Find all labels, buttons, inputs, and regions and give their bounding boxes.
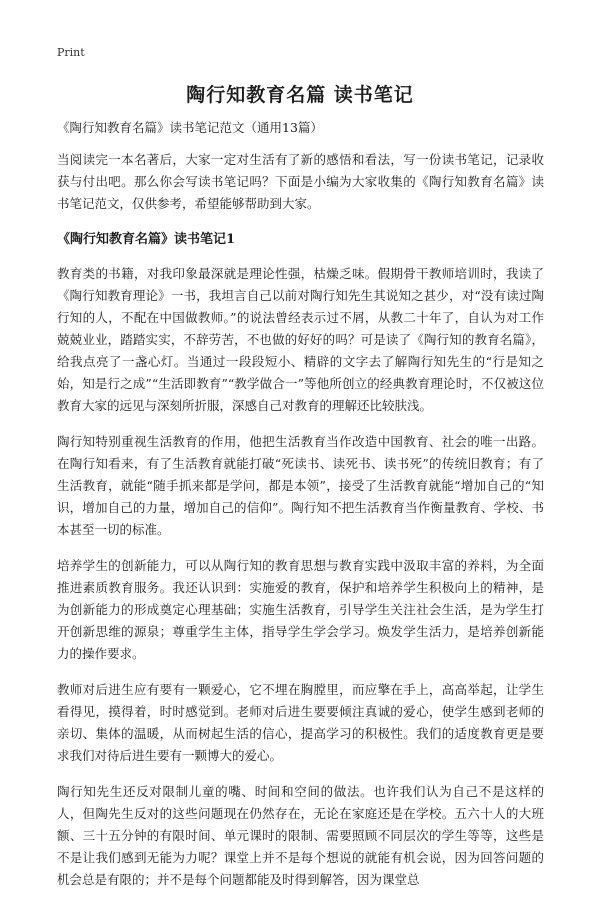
- page-title: 陶行知教育名篇 读书笔记: [186, 84, 414, 106]
- print-label: Print: [57, 46, 85, 59]
- body-paragraph: 教育类的书籍，对我印象最深就是理论性强，枯燥乏味。假期骨干教师培训时，我读了《陶行知教育理论》一书，我坦言自己以前对陶行知先生其说知之甚少，对“没有读过陶行知的人，不配在中国做教师。”的说法曾经表示过不屑，从教二十年了，自认为对工作兢兢业业，踏踏实实，不辞劳苦，不也做的好好的吗？可是读了《陶行知的教育名篇》，给我点亮了一盏心灯。当通过一段段短小、精辟的文字去了解陶行知先生的“行是知之始，知是行之成”“生活即教育”“教学做合一”等他所创立的经典教育理论时，不仅被这位教育大家的远见与深刻所折服，深感自己对教育的理解还比较肤浅。: [57, 266, 544, 413]
- body-paragraph: 教师对后进生应有要有一颗爱心，它不埋在胸膛里，而应擎在手上，高高举起，让学生看得见，摸得着，时时感觉到。老师对后进生要要倾注真诚的爱心，使学生感到老师的亲切、集体的温暖，从而树起生活的信心，提高学习的积极性。我们的适度教育更是要求我们对待后进生要有一颗博大的爱心。: [57, 682, 544, 763]
- body-paragraph: 陶行知特别重视生活教育的作用，他把生活教育当作改造中国教育、社会的唯一出路。在陶行知看来，有了生活教育就能打破“死读书、读死书、读书死”的传统旧教育；有了生活教育，就能“随手抓来都是学问，都是本领”，接受了生活教育就能“增加自己的“知识，增加自己的力量，增加自己的信仰”。陶行知不把生活教育当作衡量教育、学校、书本甚至一切的标准。: [57, 434, 544, 537]
- section-heading: 《陶行知教育名篇》读书笔记1: [57, 232, 236, 247]
- document-subtitle: 《陶行知教育名篇》读书笔记范文（通用13篇）: [57, 120, 323, 135]
- body-paragraph: 陶行知先生还反对限制儿童的嘴、时间和空间的做法。也许我们认为自己不是这样的人，但陶先生反对的这些问题现在仍然存在，无论在家庭还是在学校。五六十人的大班额、三十五分钟的有限时间、单元课时的限制、需要照顾不同层次的学生等等，这些是不是让我们感到无能为力呢？课堂上并不是每个想说的就能有机会说，因为回答问题的机会总是有限的；并不是每个问题都能及时得到解答，因为课堂总: [57, 784, 544, 887]
- document-body: [57, 117, 544, 905]
- body-paragraph: 培养学生的创新能力，可以从陶行知的教育思想与教育实践中汲取丰富的养料，为全面推进素质教育服务。我还认识到：实施爱的教育，保护和培养学生积极向上的精神，是为创新能力的形成奠定心理基础；实施生活教育，引导学生关注社会生活，是为学生打开创新思维的源泉；尊重学生主体，指导学生学会学习。焕发学生活力，是培养创新能力的操作要求。: [57, 558, 544, 661]
- intro-paragraph: 当阅读完一本名著后，大家一定对生活有了新的感悟和看法，写一份读书笔记，记录收获与付出吧。那么你会写读书笔记吗？下面是小编为大家收集的《陶行知教育名篇》读书笔记范文，仅供参考，希望能够帮助到大家。: [57, 152, 544, 211]
